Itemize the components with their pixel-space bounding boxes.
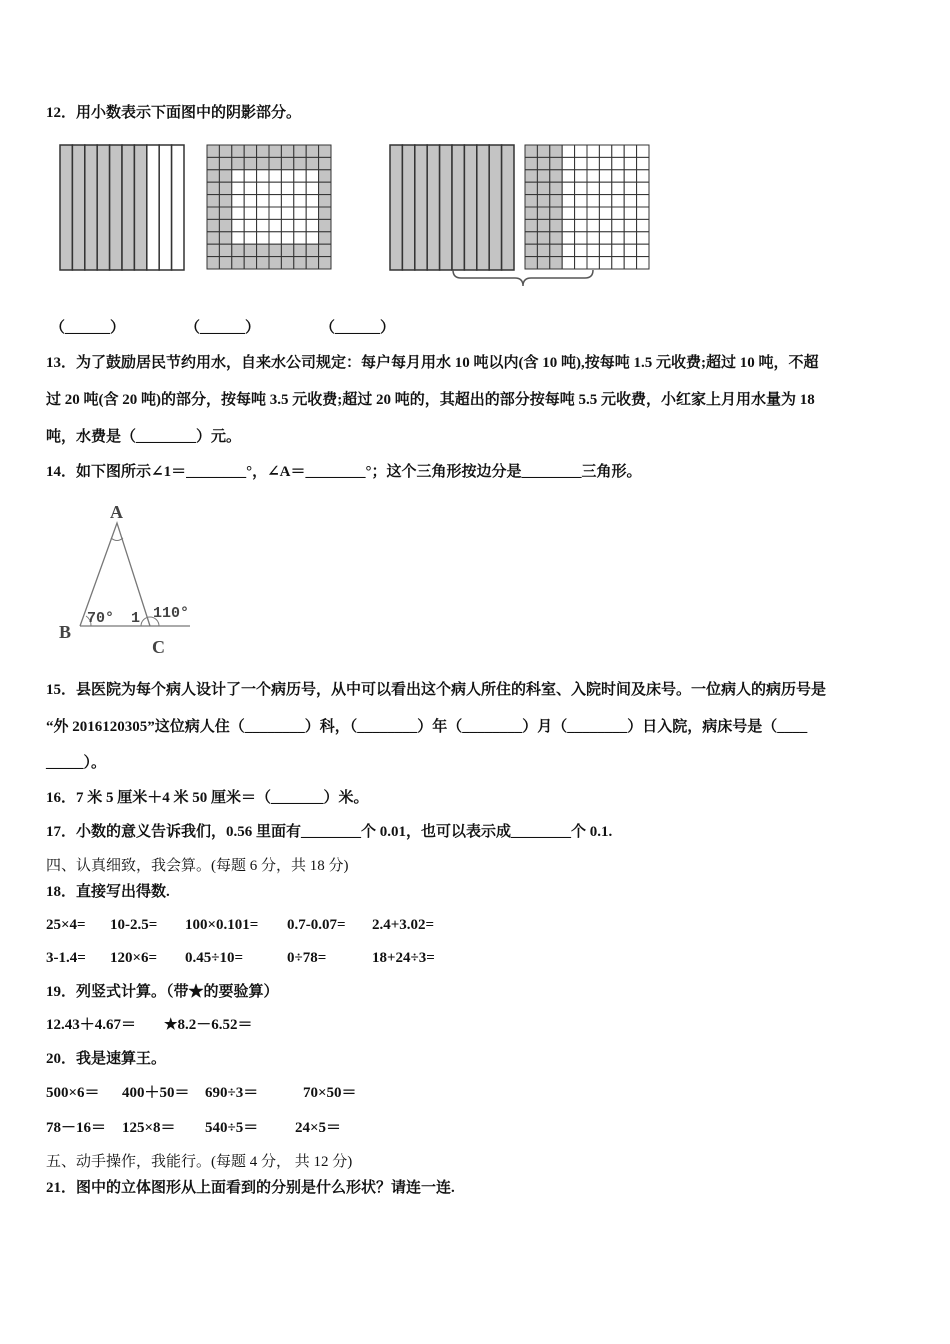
cell xyxy=(587,157,599,169)
expr: 18+24÷3= xyxy=(372,950,435,966)
cell xyxy=(244,157,256,169)
cell xyxy=(269,244,281,256)
q15-line-2: “外 2016120305”这位病人住（________）科，（________）年（________）月（________）日入院，病床号是（____ xyxy=(46,719,808,735)
cell xyxy=(207,257,219,269)
cell xyxy=(624,157,636,169)
q13-line-2: 过 20 吨(含 20 吨)的部分，按每吨 3.5 元收费;超过 20 吨的，其超出的部分按每吨 5.5 元收费，小红家上月用水量为 18 xyxy=(46,392,815,408)
cell xyxy=(281,257,293,269)
cell xyxy=(281,170,293,182)
cell xyxy=(294,207,306,219)
cell xyxy=(612,232,624,244)
vertex-b-label: B xyxy=(59,622,72,642)
cell xyxy=(257,182,269,194)
cell xyxy=(232,232,244,244)
cell xyxy=(269,207,281,219)
cell xyxy=(257,145,269,157)
cell xyxy=(599,257,611,269)
cell xyxy=(232,170,244,182)
cell xyxy=(390,145,402,270)
cell xyxy=(319,244,331,256)
angle-ext-label: 110° xyxy=(153,605,190,622)
cell xyxy=(257,232,269,244)
cell xyxy=(624,257,636,269)
cell xyxy=(269,170,281,182)
cell xyxy=(575,207,587,219)
q20-text: 20．我是速算王。 xyxy=(46,1051,167,1067)
cell xyxy=(85,145,97,270)
cell xyxy=(599,157,611,169)
cell xyxy=(550,170,562,182)
expr: 3-1.4= xyxy=(46,950,86,966)
cell xyxy=(637,232,649,244)
cell xyxy=(562,195,574,207)
cell xyxy=(232,195,244,207)
cell xyxy=(624,219,636,231)
cell xyxy=(207,244,219,256)
cell xyxy=(281,219,293,231)
cell xyxy=(269,219,281,231)
brace xyxy=(453,270,593,286)
cell xyxy=(319,232,331,244)
q21-text: 21．图中的立体图形从上面看到的分别是什么形状？请连一连. xyxy=(46,1180,455,1196)
cell xyxy=(587,170,599,182)
cell xyxy=(502,145,514,270)
cell xyxy=(637,195,649,207)
cell xyxy=(134,145,146,270)
cell xyxy=(306,157,318,169)
cell xyxy=(452,145,464,270)
cell xyxy=(319,219,331,231)
cell xyxy=(232,244,244,256)
expr: 540÷5＝ xyxy=(205,1120,259,1136)
cell xyxy=(219,145,231,157)
cell xyxy=(244,195,256,207)
cell xyxy=(575,170,587,182)
angle-1-label: 1 xyxy=(131,610,141,627)
cell xyxy=(306,207,318,219)
cell xyxy=(537,170,549,182)
cell xyxy=(637,244,649,256)
cell xyxy=(244,182,256,194)
cell xyxy=(281,182,293,194)
expr: ★8.2－6.52＝ xyxy=(164,1017,253,1033)
cell xyxy=(624,195,636,207)
cell xyxy=(232,182,244,194)
cell xyxy=(587,145,599,157)
expr: 0.7-0.07= xyxy=(287,917,346,933)
cell xyxy=(525,257,537,269)
expr: 125×8＝ xyxy=(122,1120,176,1136)
cell xyxy=(306,195,318,207)
cell xyxy=(232,219,244,231)
cell xyxy=(587,195,599,207)
cell xyxy=(575,182,587,194)
cell xyxy=(575,232,587,244)
cell xyxy=(525,195,537,207)
cell xyxy=(637,157,649,169)
cell xyxy=(207,145,219,157)
cell xyxy=(219,170,231,182)
cell xyxy=(440,145,452,270)
cell xyxy=(219,195,231,207)
cell xyxy=(232,207,244,219)
cell xyxy=(537,182,549,194)
cell xyxy=(269,232,281,244)
cell xyxy=(207,232,219,244)
cell xyxy=(637,219,649,231)
cell xyxy=(60,145,72,270)
cell xyxy=(612,170,624,182)
cell xyxy=(612,257,624,269)
cell xyxy=(599,195,611,207)
cell xyxy=(306,170,318,182)
cell xyxy=(637,257,649,269)
expr: 25×4= xyxy=(46,917,86,933)
cell xyxy=(575,145,587,157)
cell xyxy=(575,157,587,169)
cell xyxy=(306,219,318,231)
cell xyxy=(525,145,537,157)
cell xyxy=(319,157,331,169)
cell xyxy=(575,244,587,256)
cell xyxy=(525,244,537,256)
cell xyxy=(550,244,562,256)
cell xyxy=(232,257,244,269)
cell xyxy=(281,232,293,244)
q12-blank-2: （______） xyxy=(185,320,261,336)
cell xyxy=(281,207,293,219)
cell xyxy=(612,157,624,169)
cell xyxy=(319,257,331,269)
cell xyxy=(612,244,624,256)
cell xyxy=(537,244,549,256)
q16-text: 16．7 米 5 厘米＋4 米 50 厘米＝（_______）米。 xyxy=(46,790,369,806)
q12-text: 12．用小数表示下面图中的阴影部分。 xyxy=(46,105,302,121)
cell xyxy=(257,207,269,219)
cell xyxy=(550,145,562,157)
cell xyxy=(587,207,599,219)
cell xyxy=(244,244,256,256)
expr: 10-2.5= xyxy=(110,917,158,933)
cell xyxy=(624,182,636,194)
cell xyxy=(269,182,281,194)
cell xyxy=(550,257,562,269)
cell xyxy=(97,145,109,270)
grid-figure-4 xyxy=(525,145,649,269)
cell xyxy=(587,257,599,269)
cell xyxy=(550,219,562,231)
cell xyxy=(599,145,611,157)
cell xyxy=(550,182,562,194)
vertex-c-label: C xyxy=(152,637,165,657)
cell xyxy=(207,182,219,194)
cell xyxy=(294,170,306,182)
cell xyxy=(319,145,331,157)
cell xyxy=(257,170,269,182)
expr: 70×50＝ xyxy=(303,1085,357,1101)
q13-line-3: 吨，水费是（________）元。 xyxy=(46,429,242,445)
cell xyxy=(624,207,636,219)
cell xyxy=(612,145,624,157)
cell xyxy=(219,182,231,194)
cell xyxy=(281,145,293,157)
expr: 24×5＝ xyxy=(295,1120,342,1136)
cell xyxy=(257,195,269,207)
cell xyxy=(612,195,624,207)
cell xyxy=(219,157,231,169)
q20-row-2 xyxy=(46,1118,341,1138)
cell xyxy=(306,244,318,256)
cell xyxy=(562,157,574,169)
expr: 500×6＝ xyxy=(46,1085,100,1101)
expr: 400＋50＝ xyxy=(122,1085,190,1101)
q12-blank-1: （______） xyxy=(50,320,126,336)
vertex-a-label: A xyxy=(110,502,123,522)
expr: 100×0.101= xyxy=(185,917,259,933)
cell xyxy=(207,195,219,207)
q14-text: 14．如下图所示∠1＝________°，∠A＝________°；这个三角形按边分是________三角形。 xyxy=(46,464,642,480)
cell xyxy=(637,145,649,157)
cell xyxy=(294,219,306,231)
cell xyxy=(415,145,427,270)
cell xyxy=(281,157,293,169)
cell xyxy=(587,244,599,256)
cell xyxy=(172,145,184,270)
q18-text: 18．直接写出得数. xyxy=(46,884,170,900)
cell xyxy=(402,145,414,270)
cell xyxy=(537,232,549,244)
cell xyxy=(489,145,501,270)
cell xyxy=(319,170,331,182)
cell xyxy=(269,157,281,169)
cell xyxy=(244,232,256,244)
cell xyxy=(219,244,231,256)
q15-line-3: _____）。 xyxy=(46,755,107,771)
cell xyxy=(624,232,636,244)
q13-line-1: 13．为了鼓励居民节约用水，自来水公司规定：每户每月用水 10 吨以内(含 10 吨),按每吨 1.5 元收费;超过 10 吨，不超 xyxy=(46,355,819,371)
cell xyxy=(599,207,611,219)
cell xyxy=(232,145,244,157)
cell xyxy=(587,232,599,244)
cell xyxy=(159,145,171,270)
cell xyxy=(599,182,611,194)
cell xyxy=(281,244,293,256)
cell xyxy=(612,182,624,194)
cell xyxy=(562,207,574,219)
cell xyxy=(637,207,649,219)
cell xyxy=(587,182,599,194)
cell xyxy=(269,195,281,207)
strip-figure-3 xyxy=(390,145,514,270)
cell xyxy=(257,157,269,169)
cell xyxy=(525,182,537,194)
cell xyxy=(244,257,256,269)
cell xyxy=(550,232,562,244)
q20-row-1 xyxy=(46,1083,357,1103)
cell xyxy=(319,207,331,219)
expr: 0.45÷10= xyxy=(185,950,244,966)
cell xyxy=(207,157,219,169)
grid-figure-2 xyxy=(207,145,331,269)
cell xyxy=(72,145,84,270)
cell xyxy=(232,157,244,169)
cell xyxy=(269,257,281,269)
cell xyxy=(624,145,636,157)
cell xyxy=(244,170,256,182)
cell xyxy=(612,207,624,219)
cell xyxy=(464,145,476,270)
cell xyxy=(294,157,306,169)
cell xyxy=(562,145,574,157)
cell xyxy=(294,257,306,269)
cell xyxy=(147,145,159,270)
cell xyxy=(525,157,537,169)
cell xyxy=(319,195,331,207)
cell xyxy=(319,182,331,194)
cell xyxy=(294,145,306,157)
cell xyxy=(599,232,611,244)
triangle-figure xyxy=(55,498,205,660)
q12-blank-3: （______） xyxy=(320,320,396,336)
cell xyxy=(575,195,587,207)
cell xyxy=(624,170,636,182)
q18-row-1 xyxy=(46,915,434,935)
cell xyxy=(525,207,537,219)
cell xyxy=(219,207,231,219)
cell xyxy=(637,170,649,182)
cell xyxy=(122,145,134,270)
cell xyxy=(281,195,293,207)
cell xyxy=(207,170,219,182)
cell xyxy=(244,145,256,157)
cell xyxy=(624,244,636,256)
section-5-title: 五、动手操作，我能行。(每题 4 分， 共 12 分) xyxy=(46,1154,353,1170)
cell xyxy=(537,219,549,231)
section-4-title: 四、认真细致，我会算。(每题 6 分，共 18 分) xyxy=(46,858,349,874)
cell xyxy=(244,219,256,231)
cell xyxy=(587,219,599,231)
cell xyxy=(525,170,537,182)
expr: 0÷78= xyxy=(287,950,327,966)
cell xyxy=(575,219,587,231)
cell xyxy=(207,219,219,231)
cell xyxy=(537,145,549,157)
cell xyxy=(537,257,549,269)
cell xyxy=(562,182,574,194)
cell xyxy=(537,207,549,219)
expr: 690÷3＝ xyxy=(205,1085,259,1101)
cell xyxy=(562,232,574,244)
cell xyxy=(294,244,306,256)
cell xyxy=(306,257,318,269)
expr: 2.4+3.02= xyxy=(372,917,435,933)
cell xyxy=(525,232,537,244)
q18-row-2 xyxy=(46,948,435,968)
cell xyxy=(550,157,562,169)
cell xyxy=(257,219,269,231)
expr: 78－16＝ xyxy=(46,1120,107,1136)
cell xyxy=(306,232,318,244)
cell xyxy=(575,257,587,269)
cell xyxy=(537,157,549,169)
q12-figures xyxy=(55,140,665,290)
cell xyxy=(219,257,231,269)
cell xyxy=(257,257,269,269)
cell xyxy=(294,232,306,244)
cell xyxy=(294,195,306,207)
cell xyxy=(219,219,231,231)
q15-line-1: 15．县医院为每个病人设计了一个病历号，从中可以看出这个病人所住的科室、入院时间及床号。一位病人的病历号是 xyxy=(46,682,827,698)
cell xyxy=(562,244,574,256)
cell xyxy=(257,244,269,256)
cell xyxy=(269,145,281,157)
cell xyxy=(562,170,574,182)
q19-row-1 xyxy=(46,1015,252,1035)
cell xyxy=(537,195,549,207)
strip-figure-1 xyxy=(60,145,184,270)
cell xyxy=(306,182,318,194)
cell xyxy=(219,232,231,244)
cell xyxy=(294,182,306,194)
cell xyxy=(599,244,611,256)
q17-text: 17．小数的意义告诉我们，0.56 里面有________个 0.01，也可以表示成________个 0.1. xyxy=(46,824,613,840)
cell xyxy=(110,145,122,270)
cell xyxy=(599,170,611,182)
expr: 12.43＋4.67＝ xyxy=(46,1017,137,1033)
cell xyxy=(207,207,219,219)
cell xyxy=(562,257,574,269)
cell xyxy=(612,219,624,231)
cell xyxy=(427,145,439,270)
q19-text: 19．列竖式计算。（带★的要验算） xyxy=(46,984,279,1000)
expr: 120×6= xyxy=(110,950,158,966)
angle-b-label: 70° xyxy=(87,610,115,627)
cell xyxy=(525,219,537,231)
cell xyxy=(550,207,562,219)
cell xyxy=(244,207,256,219)
cell xyxy=(550,195,562,207)
cell xyxy=(637,182,649,194)
cell xyxy=(306,145,318,157)
cell xyxy=(477,145,489,270)
cell xyxy=(599,219,611,231)
cell xyxy=(562,219,574,231)
